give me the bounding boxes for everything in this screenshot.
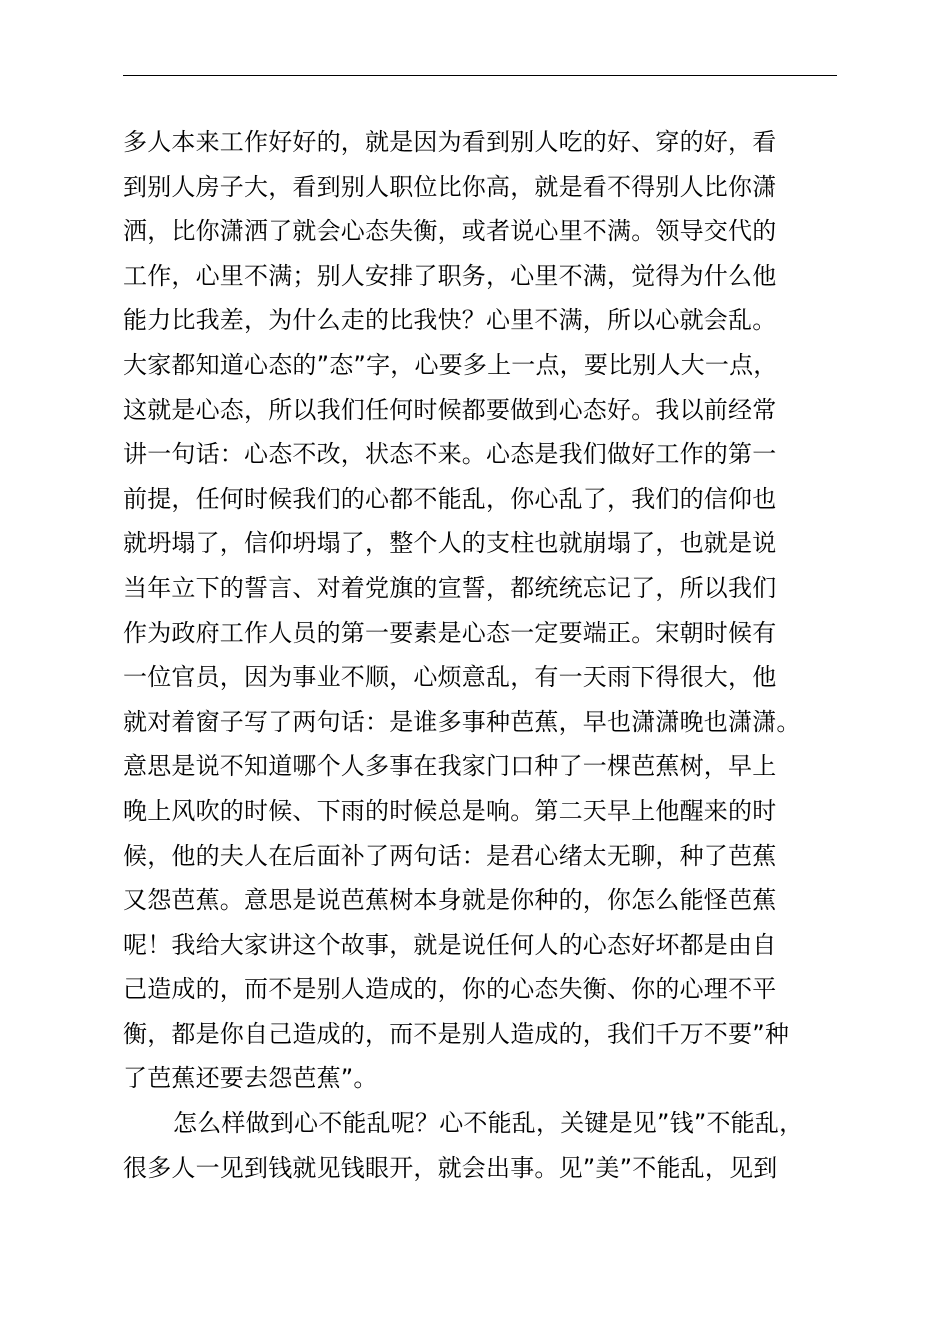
text-line: 前提，任何时候我们的心都不能乱，你心乱了，我们的信仰也 — [123, 484, 777, 513]
text-line: 又怨芭蕉。意思是说芭蕉树本身就是你种的，你怎么能怪芭蕉 — [123, 886, 777, 915]
text-line: 作为政府工作人员的第一要素是心态一定要端正。宋朝时候有 — [123, 618, 777, 647]
header-rule — [123, 75, 837, 76]
text-line: 到别人房子大，看到别人职位比你高，就是看不得别人比你潇 — [123, 172, 777, 201]
text-line: 衡，都是你自己造成的，而不是别人造成的，我们千万不要”种 — [123, 1019, 790, 1048]
text-line: 就坍塌了，信仰坍塌了，整个人的支柱也就崩塌了，也就是说 — [123, 529, 777, 558]
text-line: 呢！我给大家讲这个故事，就是说任何人的心态好坏都是由自 — [123, 930, 777, 959]
text-line: 己造成的，而不是别人造成的，你的心态失衡、你的心理不平 — [123, 975, 777, 1004]
paragraph-start-line: 怎么样做到心不能乱呢？心不能乱，关键是见”钱”不能乱， — [173, 1109, 804, 1138]
text-line: 多人本来工作好好的，就是因为看到别人吃的好、穿的好，看 — [123, 128, 777, 156]
text-line: 能力比我差，为什么走的比我快？心里不满，所以心就会乱。 — [123, 306, 777, 335]
text-line: 讲一句话：心态不改，状态不来。心态是我们做好工作的第一 — [123, 440, 777, 469]
text-line: 了芭蕉还要去怨芭蕉”。 — [123, 1064, 378, 1093]
text-line: 这就是心态，所以我们任何时候都要做到心态好。我以前经常 — [123, 395, 777, 424]
text-line: 大家都知道心态的”态”字，心要多上一点，要比别人大一点， — [123, 350, 778, 379]
text-line: 很多人一见到钱就见钱眼开，就会出事。见”美”不能乱，见到 — [123, 1153, 778, 1182]
text-line: 就对着窗子写了两句话：是谁多事种芭蕉，早也潇潇晚也潇潇。 — [123, 707, 801, 736]
text-line: 意思是说不知道哪个人多事在我家门口种了一棵芭蕉树，早上 — [123, 752, 777, 781]
text-line: 一位官员，因为事业不顺，心烦意乱，有一天雨下得很大，他 — [123, 663, 777, 692]
text-line: 晚上风吹的时候、下雨的时候总是响。第二天早上他醒来的时 — [123, 796, 777, 825]
text-line: 候，他的夫人在后面补了两句话：是君心绪太无聊，种了芭蕉 — [123, 841, 777, 870]
body-text — [123, 120, 883, 1190]
text-line: 工作，心里不满；别人安排了职务，心里不满，觉得为什么他 — [123, 261, 777, 290]
text-line: 洒，比你潇洒了就会心态失衡，或者说心里不满。领导交代的 — [123, 217, 777, 246]
text-line: 当年立下的誓言、对着党旗的宣誓，都统统忘记了，所以我们 — [123, 573, 777, 602]
